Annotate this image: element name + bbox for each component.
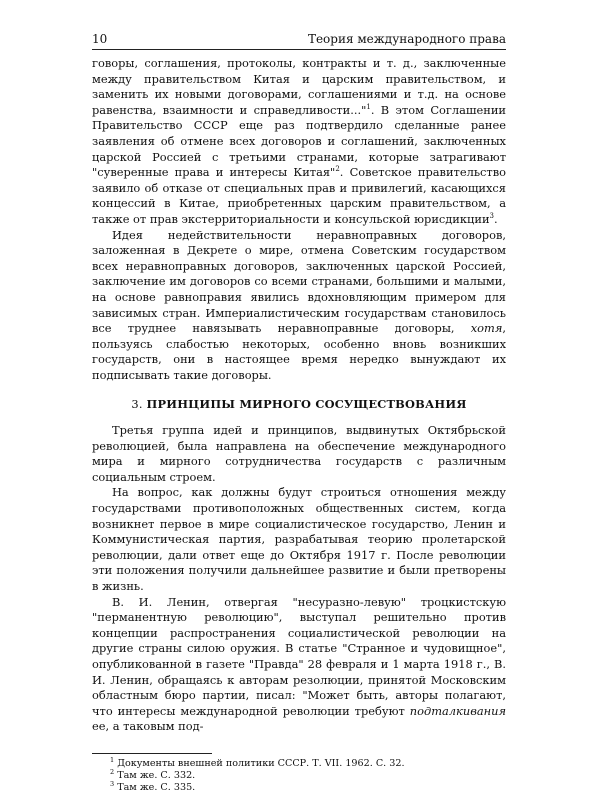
footnote-ref: 2 — [335, 165, 340, 174]
footnote — [92, 779, 506, 794]
page-number: 10 — [92, 32, 108, 46]
section-heading — [92, 397, 506, 413]
paragraph — [92, 228, 506, 384]
footnote-number: 2 — [110, 767, 115, 776]
running-head — [92, 32, 506, 50]
footnote-ref: 1 — [366, 102, 371, 111]
paragraph — [92, 595, 506, 735]
paragraphs-before-section — [92, 56, 506, 383]
text-run: . Советское правительство заявило об отказе от специальных прав и привилегий, касающихся концессий в Китае, приобретенных царским правительством, а также от прав экстерриториальности и консульской юрисдикции — [92, 165, 506, 226]
paragraph — [92, 423, 506, 485]
footnotes — [92, 755, 506, 794]
section-title: ПРИНЦИПЫ МИРНОГО СОСУЩЕСТВОВАНИЯ — [146, 397, 467, 412]
body-text — [92, 56, 506, 735]
paragraph — [92, 485, 506, 594]
paragraph — [92, 56, 506, 228]
footnote — [92, 755, 506, 770]
footnote-divider — [92, 753, 212, 754]
text-run: ее, а таковым под- — [92, 719, 204, 734]
text-run: Третья группа идей и принципов, выдвинутых Октябрьской революцией, была направлена на обеспечение международного мира и мирного сотрудничества государств с различным социальным строем. — [92, 423, 506, 484]
text-run: говоры, соглашения, протоколы, контракты и т. д., заключенные между правительством Китая и царским правительством, и заменить их новыми договорами, соглашениями и т.д. на основе равенства, взаимности и справедливости..." — [92, 56, 506, 117]
emphasis: подталкивания — [409, 703, 506, 718]
running-head-title: Теория международного права — [307, 32, 506, 46]
section-number: 3. — [131, 397, 143, 412]
text-run: , пользуясь слабостью некоторых, особенно вновь возникших государств, они в настоящее время нередко вынуждают их подписывать такие договоры. — [92, 321, 506, 382]
text-run: . — [494, 211, 498, 226]
paragraphs-after-section — [92, 423, 506, 735]
text-run: На вопрос, как должны будут строиться отношения между государствами противоположных общественных систем, когда возникнет первое в мире социалистическое государство, Ленин и Коммунистическая партия, разрабатывая теорию пролетарской революции, дали ответ еще до Октября 1917 г. После революции эти положения получили дальнейшее развитие и были претворены в жизнь. — [92, 485, 506, 593]
footnote — [92, 767, 506, 782]
footnote-ref: 3 — [489, 212, 495, 221]
emphasis: хотя — [470, 321, 503, 336]
text-run: В. И. Ленин, отвергая "несуразно-левую" троцкистскую "перманентную революцию", выступал решительно против концепции распространения социалистической революции на другие страны силою оружия. В статье "Странное и чудовищное", опубликованной в газете "Правда" 28 февраля и 1 марта 1918 г., В. И. Ленин, обращаясь к авторам резолюции, принятой Московским областным бюро партии, писал: "Может быть, авторы полагают, что интересы международной революции требуют — [92, 594, 506, 718]
footnote-text: Документы внешней политики СССР. Т. VII. 1962. С. 32. — [114, 757, 405, 769]
footnote-number: 3 — [110, 779, 115, 788]
text-run: Идея недействительности неравноправных договоров, заложенная в Декрете о мире, отмена Советским государством всех неравноправных договоров, заключенных царской Россией, заключение им договоров со всеми странами, большими и малыми, на основе равноправия явились вдохновляющим примером для зависимых стран. Империалистическим государствам становилось все труднее навязывать неравноправные договоры, — [92, 227, 506, 336]
text-run: . В этом Соглашении Правительство СССР еще раз подтвердило сделанные ранее заявления об отмене всех договоров и соглашений, заключенных царской Россией с третьими странами, которые затрагивают "суверенные права и интересы Китая" — [92, 102, 506, 180]
footnote-text: Там же. С. 335. — [114, 781, 196, 793]
footnote-text: Там же. С. 332. — [114, 769, 196, 781]
footnote-number: 1 — [110, 755, 115, 764]
